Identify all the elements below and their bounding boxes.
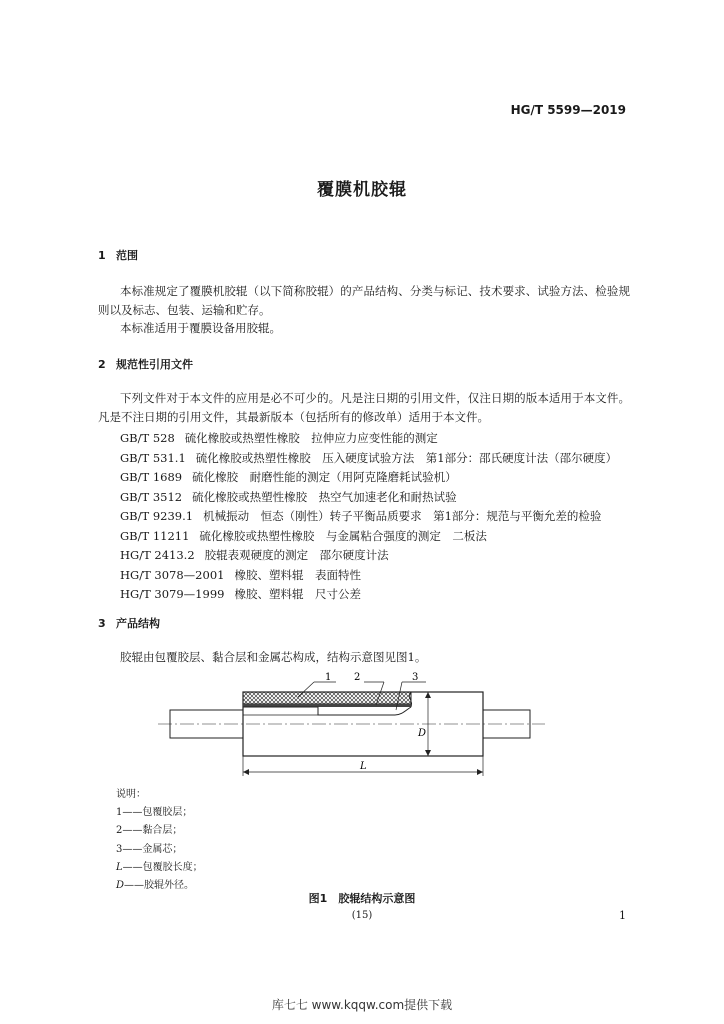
reference-list <box>120 429 617 605</box>
section-3-paragraph: 胶辊由包覆胶层、黏合层和金属芯构成，结构示意图见图1。 <box>120 650 427 664</box>
label-D: D <box>418 728 427 739</box>
section-number: 3 <box>98 617 106 630</box>
label-1: 1 <box>325 672 332 683</box>
legend-item: 3——金属芯； <box>116 843 183 855</box>
label-3: 3 <box>412 672 419 683</box>
figure-legend <box>116 786 203 895</box>
label-L: L <box>360 761 367 772</box>
section-number: 2 <box>98 358 106 371</box>
rubber-cover-layer <box>243 692 411 704</box>
reference-item: GB/T 1689 硫化橡胶 耐磨性能的测定（用阿克隆磨耗试验机） <box>120 470 457 484</box>
reference-item: GB/T 11211 硫化橡胶或热塑性橡胶 与金属粘合强度的测定 二板法 <box>120 528 487 543</box>
standard-number: HG/T 5599—2019 <box>510 103 626 117</box>
legend-title: 说明： <box>116 789 146 800</box>
reference-item: GB/T 3512 硫化橡胶或热塑性橡胶 热空气加速老化和耐热试验 <box>120 489 457 504</box>
legend-item: 2——黏合层； <box>116 825 183 837</box>
reference-item: HG/T 2413.2 胶辊表观硬度的测定 邵尔硬度计法 <box>120 548 389 562</box>
section-3-heading <box>98 615 160 631</box>
section-title: 规范性引用文件 <box>116 358 193 371</box>
section-number: 1 <box>98 249 106 262</box>
download-watermark: 库七七 www.kqqw.com提供下载 <box>271 998 453 1012</box>
page-sequence: (15) <box>351 910 373 921</box>
figure-caption: 图1 胶辊结构示意图 <box>308 892 416 905</box>
document-title: 覆膜机胶辊 <box>317 180 407 200</box>
section-1-heading <box>98 247 138 263</box>
reference-item: HG/T 3078—2001 橡胶、塑料辊 表面特性 <box>120 567 361 582</box>
legend-item: 1——包覆胶层； <box>116 807 193 819</box>
section-2-heading <box>98 356 193 372</box>
section-1-scope-line: 本标准适用于覆膜设备用胶辊。 <box>120 321 281 335</box>
reference-item: GB/T 528 硫化橡胶或热塑性橡胶 拉伸应力应变性能的测定 <box>120 431 438 445</box>
reference-item: HG/T 3079—1999 橡胶、塑料辊 尺寸公差 <box>120 587 361 601</box>
reference-item: GB/T 9239.1 机械振动 恒态（刚性）转子平衡品质要求 第1部分：规范与平衡允差的检验 <box>120 509 602 523</box>
legend-item: L——包覆胶长度； <box>116 861 203 873</box>
section-title: 范围 <box>116 249 138 262</box>
reference-item: GB/T 531.1 硫化橡胶或热塑性橡胶 压入硬度试验方法 第1部分：邵氏硬度计法（邵尔硬度） <box>120 450 618 465</box>
page-number: 1 <box>619 909 626 922</box>
label-2: 2 <box>354 672 361 683</box>
section-title: 产品结构 <box>116 617 160 630</box>
metal-core-outline <box>243 707 411 715</box>
section-2-intro: 下列文件对于本文件的应用是必不可少的。凡是注日期的引用文件，仅注日期的版本适用于本文件。凡是不注日期的引用文件，其最新版本（包括所有的修改单）适用于本文件。 <box>98 391 630 424</box>
section-1-paragraph: 本标准规定了覆膜机胶辊（以下简称胶辊）的产品结构、分类与标记、技术要求、试验方法、检验规则以及标志、包装、运输和贮存。 <box>98 284 630 317</box>
legend-item: D——胶辊外径。 <box>116 880 195 892</box>
roller-structure-diagram <box>150 670 570 782</box>
